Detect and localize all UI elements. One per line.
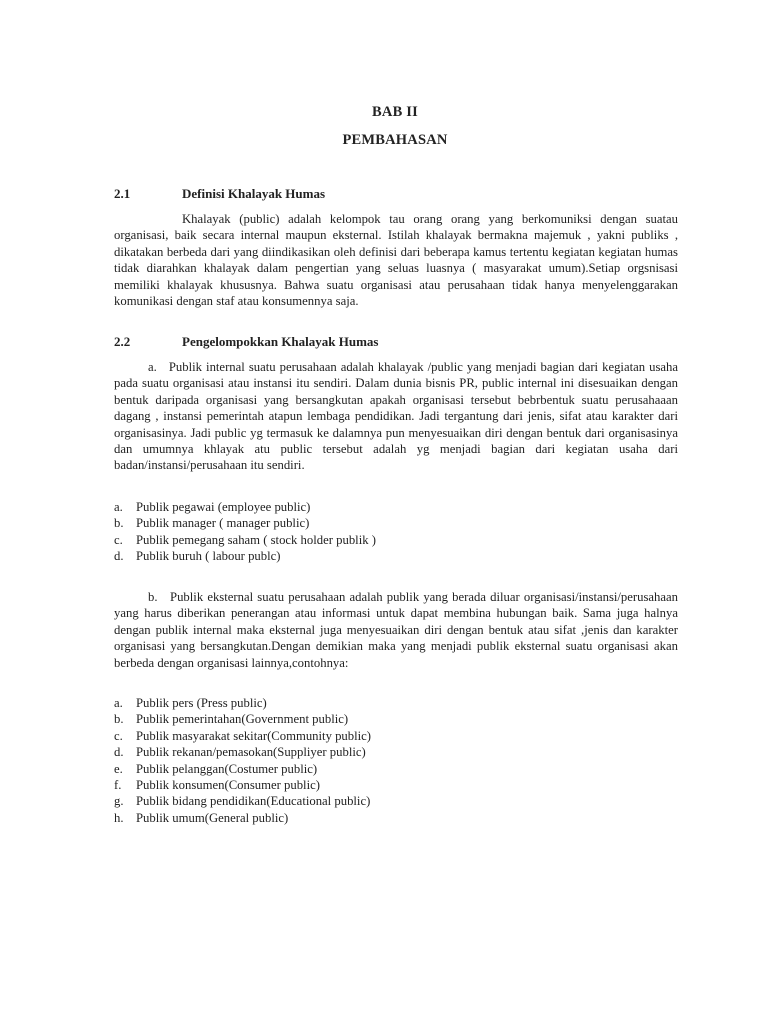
list-item: [114, 810, 674, 826]
list-item-text: Publik rekanan/pemasokan(Suppliyer public): [136, 745, 366, 760]
list-item: [114, 532, 674, 548]
list-item: [114, 695, 674, 711]
internal-public-list: [114, 499, 674, 565]
list-marker: a.: [114, 696, 123, 710]
paragraph: b. Publik eksternal suatu perusahaan adalah publik yang berada diluar organisasi/instansi/perusahaan yang harus diberikan penerangan atau informasi untuk dapat membina hubungan baik. Sama juga halnya dengan publik internal maka eksternal juga menyesuaikan diri dengan bentuk atau sifat ,jenis dan karakter organisasi yang bersangkutan.Dengan demikian maka yang menjadi publik eksternal suatu organisasi akan berbeda dengan organisasi lainnya,contohnya:: [114, 590, 678, 670]
list-item-text: Publik bidang pendidikan(Educational public): [136, 794, 371, 809]
list-item: [114, 711, 674, 727]
list-item-text: Publik manager ( manager public): [136, 516, 310, 531]
list-item: [114, 793, 674, 809]
section-title: Definisi Khalayak Humas: [182, 186, 326, 201]
paragraph: Khalayak (public) adalah kelompok tau orang orang yang berkomuniksi dengan suatau organisasi, baik secara internal maupun eksternal. Istilah khalayak bermakna majemuk , yakni publiks , dikatakan berbeda dari yang diindikasikan oleh definisi dari beberapa kamus tertentu kegiatan kegiatan humas tidak diarahkan khalayak dalam pengertian yang seluas luasnya ( masyarakat umum).Setiap orgsnisasi memiliki khalayak khususnya. Bahwa suatu organisasi atau perusahaan tidak hanya menyelenggarakan komunikasi dengan staf atau konsumennya saja.: [114, 212, 678, 309]
list-item: [114, 515, 674, 531]
section-number: 2.2: [114, 334, 131, 349]
list-marker: d.: [114, 549, 124, 564]
list-marker: f.: [114, 778, 122, 793]
list-marker: h.: [114, 810, 124, 825]
list-marker: a.: [114, 500, 123, 514]
section-title: Pengelompokkan Khalayak Humas: [182, 334, 379, 349]
chapter-title: PEMBAHASAN: [342, 132, 448, 148]
list-item-text: Publik pemegang saham ( stock holder publik ): [136, 532, 376, 547]
list-item: [114, 548, 674, 564]
list-item-text: Publik buruh ( labour publc): [136, 549, 281, 564]
list-item: [114, 777, 674, 793]
list-item-text: Publik pers (Press public): [136, 696, 267, 710]
list-marker: c.: [114, 532, 123, 547]
external-public-list: [114, 695, 674, 826]
list-item: [114, 761, 674, 777]
list-item-text: Publik pelanggan(Costumer public): [136, 761, 318, 776]
section-heading: [114, 334, 379, 350]
list-item-text: Publik pemerintahan(Government public): [136, 712, 349, 727]
list-marker: d.: [114, 745, 124, 760]
list-item-text: Publik konsumen(Consumer public): [136, 778, 320, 793]
section-number: 2.1: [114, 186, 131, 201]
list-item-text: Publik pegawai (employee public): [136, 500, 311, 514]
list-item-text: Publik masyarakat sekitar(Community public): [136, 728, 372, 743]
list-marker: c.: [114, 728, 123, 743]
paragraph: a. Publik internal suatu perusahaan adalah khalayak /public yang menjadi bagian dari kegiatan usaha pada suatu organisasi atau instansi itu sendiri. Dalam dunia bisnis PR, public internal ini disesuaikan dengan bentuk daripada organisasi yang bersangkutan apakah organisasi tersebut bebrbentuk suatu perusahaaan dagang , instansi pemerintah atapun lembaga pendidikan. Jadi tergantung dari jenis, sifat atau karakter dari organisasinya. Jadi public yg termasuk ke dalamnya pun menyesuaikan diri dengan bentuk dari organisasinya dan umumnya khlayak atu public tersebut adalah yg menjadi bagian dari kegiatan usaha dari badan/instansi/perusahaan itu sendiri.: [114, 360, 678, 473]
list-marker: g.: [114, 794, 124, 809]
chapter-heading: BAB II: [372, 104, 418, 120]
list-marker: b.: [114, 712, 124, 727]
list-marker: b.: [114, 516, 124, 531]
list-item-text: Publik umum(General public): [136, 810, 289, 825]
list-item: [114, 728, 674, 744]
list-marker: e.: [114, 761, 123, 776]
section-heading: [114, 186, 325, 202]
list-item: [114, 744, 674, 760]
list-item: [114, 499, 674, 515]
